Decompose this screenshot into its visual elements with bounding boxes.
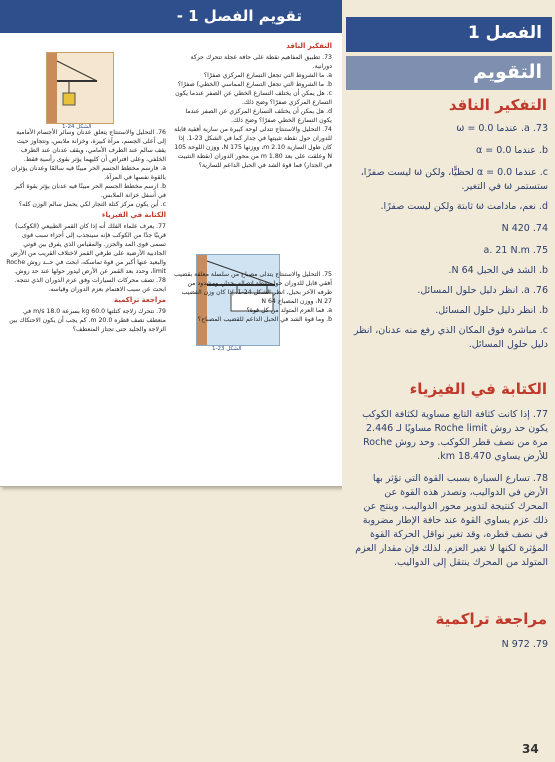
answer-78: 78. تسارع السيارة بسبب القوة التي تؤثر بها الأرض في الدواليب، وتصدر هذه القوة عن المحرك كنتيجة لتدوير محور الدواليب، وينتج عن ذلك عزم يساوي القوة عند حافة الإطار مضروبة في نصف قطره، وقد تغير نواقل الحركة القوة المؤثرة لكنها لا تغير العزم. لذلك فإن مقدار العزم المتولد من المحرك ينتقل إلى الدواليب.	[355, 473, 548, 568]
inset-q76: 76. التحليل والاستنتاج يتعلق عدنان وسائر الأجسام الأمامية إلى أعلى الجسم، مرآة كبيرة، وخزانة ملابس، وتتجاوز حيث يقف سالم عند الطرف الأمامي، ويقف عدنان عند الطرف الخلفي، وعلى افتراض أن كليهما يؤثر بقوى رأسية فقط.	[16, 129, 166, 163]
answers-critical-heading: التفكير الناقد	[448, 96, 547, 114]
inset-q73c: c. هل يمكن أن يختلف التسارع الخطي عن الصفر عندما يكون التسارع المركزي صفرًا؟ وضح ذلك.	[175, 90, 332, 106]
inset-q75: 75. التحليل والاستنتاج يتدلى مصباح من سلسلة معلقة بقضيب أفقي قابل للدوران حول نقطة اتصاله بجدار، ومشدود من طرفه الآخر بحبل، انظر الشكل 24-1. إذا كان وزن القضيب 27 N، ووزن المصباح 64 N	[174, 271, 332, 305]
inset-q73d: d. هل يمكن أن يختلف التسارع المركزي عن الصفر عندما يكون التسارع الخطي صفرًا؟ وضح ذلك.	[185, 108, 332, 124]
student-page-inset	[0, 0, 343, 487]
lamp-figure	[46, 52, 114, 124]
inset-q73: 73. تطبيق المفاهيم نقطة على حافة عجلة تتحرك حركة دورانية.	[190, 54, 332, 70]
inset-q76a: a. فارسم مخطط الجسم الحر مبينًا فيه سالمًا وعدنان يؤثران بالقوة نفسها في المرآة.	[11, 165, 166, 181]
answer-76a: 76. a. انظر دليل حلول المسائل.	[417, 285, 548, 296]
inset-q75b: b. وما قوة الشد في الحبل الداعم للقضيب المصباح؟	[197, 316, 332, 323]
answer-76b: b. انظر دليل حلول المسائل.	[435, 305, 548, 316]
answer-73d: d. نعم، مادامت ω ثابتة ولكن ليست صفرًا.	[380, 201, 548, 212]
inset-q75a: a. فما العزم المتولد من كل قوة؟	[246, 307, 332, 314]
inset-writing-heading: الكتابة في الفيزياء	[101, 211, 166, 219]
inset-right-column	[172, 40, 332, 324]
fig2-caption: الشكل 23-1	[212, 346, 242, 352]
inset-q74: 74. التحليل والاستنتاج تتدلى لوحة كبيرة من سارية أفقية قابلة للدوران حول نقطة تثبيتها في جدار كما في الشكل 23-1. إذا كان طول السارية 2.10 m، ووزنها 175 N، ووزن اللوحة 105 N وعلقت على بعد 1.80 m من محور الدوران (نقطة التثبيت في الجدار) فما قوة الشد في الحبل الداعم للسارية؟	[174, 126, 332, 169]
answer-75b: b. الشد في الحبل 64 N.	[448, 265, 548, 276]
answers-writing-heading: الكتابة في الفيزياء	[409, 380, 547, 398]
inset-q77: 77. يعرف علماء الفلك أنه إذا كان القمر الطبيعي (الكوكب) قريبًا جدًا من الكوكب فإنه سينجذب إلى أجزاء سبب قوى تسمى قوى المد والجزر. والمقياس الذي يفرق بين قوتي الجاذبية الأرضية على طرفي القمر لاختلاف القريب من الأرض والبعيد عنها أكبر من قوة تماسكه، ابحث في حــد روش Roche limit، وحدد بعد القمر عن الأرض ليدور حولها عند حد روش.	[6, 223, 166, 275]
fig1-caption: الشكل 24-1	[62, 124, 92, 130]
inset-q78: 78. تصف محركات السيارات وفق عزم الدوران الذي تنتجه. ابحث عن سبب الاهتمام بعزم الدوران وقياسه.	[14, 277, 166, 293]
answers-block-1	[352, 122, 548, 352]
inset-header	[0, 0, 342, 33]
inset-q73b: b. ما الشروط التي تجعل التسارع المماسي (الخطي) صفرًا؟	[177, 81, 332, 88]
answer-74: 74. 420 N	[501, 223, 548, 234]
inset-q79: 79. تتحرك زلاجة كتلتها 60.0 kg بسرعة 18.0 m/s في منعطف نصف قطره 20.0 m. كم يجب أن يكون الاحتكاك بين الزلاجة والجليد حتى تجتاز المنعطف؟	[9, 308, 166, 333]
answer-73c: c. عندما α = 0.0 لحظيًّا، ولكن ω ليست صفرًا، ستستمر ω في التغير.	[360, 167, 548, 192]
lamp-illustration	[47, 53, 113, 123]
answer-79: 79. 972 N	[501, 639, 548, 650]
inset-left-column	[6, 128, 166, 334]
answers-cumulative-heading: مراجعة تراكمية	[435, 610, 547, 628]
inset-q76b: b. ارسم مخطط الجسم الحر مبينًا فيه عدنان يؤثر بقوة أكبر في أسفل خزانة الملابس.	[14, 183, 166, 199]
page-number: 34	[522, 742, 539, 756]
assessment-banner	[346, 56, 552, 90]
answer-75a: 75. a. 21 N.m	[483, 245, 548, 256]
chapter-tab	[346, 17, 552, 52]
inset-q76c: c. أين يكون مركز كتلة التجار لكي يحمل سالم الوزن كله؟	[18, 201, 166, 208]
inset-critical-heading: التفكير الناقد	[286, 42, 332, 50]
assessment-title: التقويم	[472, 61, 542, 83]
answer-73a: 73. a. عندما ω = 0.0	[456, 123, 548, 134]
answers-block-2	[352, 408, 548, 570]
answer-column	[342, 0, 555, 762]
inset-q73a: a. ما الشروط التي تجعل التسارع المركزي صفرًا؟	[203, 72, 332, 79]
answer-73b: b. عندما α = 0.0	[476, 145, 548, 156]
inset-cumulative-heading: مراجعة تراكمية	[113, 296, 166, 304]
answer-77: 77. إذا كانت كثافة التابع مساوية لكثافة الكوكب يكون حد روش Roche limit مساويًا لـ 2.446 مرة من نصف قطر الكوكب. وحد روش Roche للأرض يساوي 18.470 km.	[362, 409, 548, 462]
answer-76c: c. مباشرة فوق المكان الذي رفع منه عدنان، انظر دليل حلول المسائل.	[353, 325, 548, 350]
chapter-tab-label: الفصل 1	[467, 23, 542, 43]
inset-header-title: تقويم الفصل 1 -	[176, 7, 302, 25]
